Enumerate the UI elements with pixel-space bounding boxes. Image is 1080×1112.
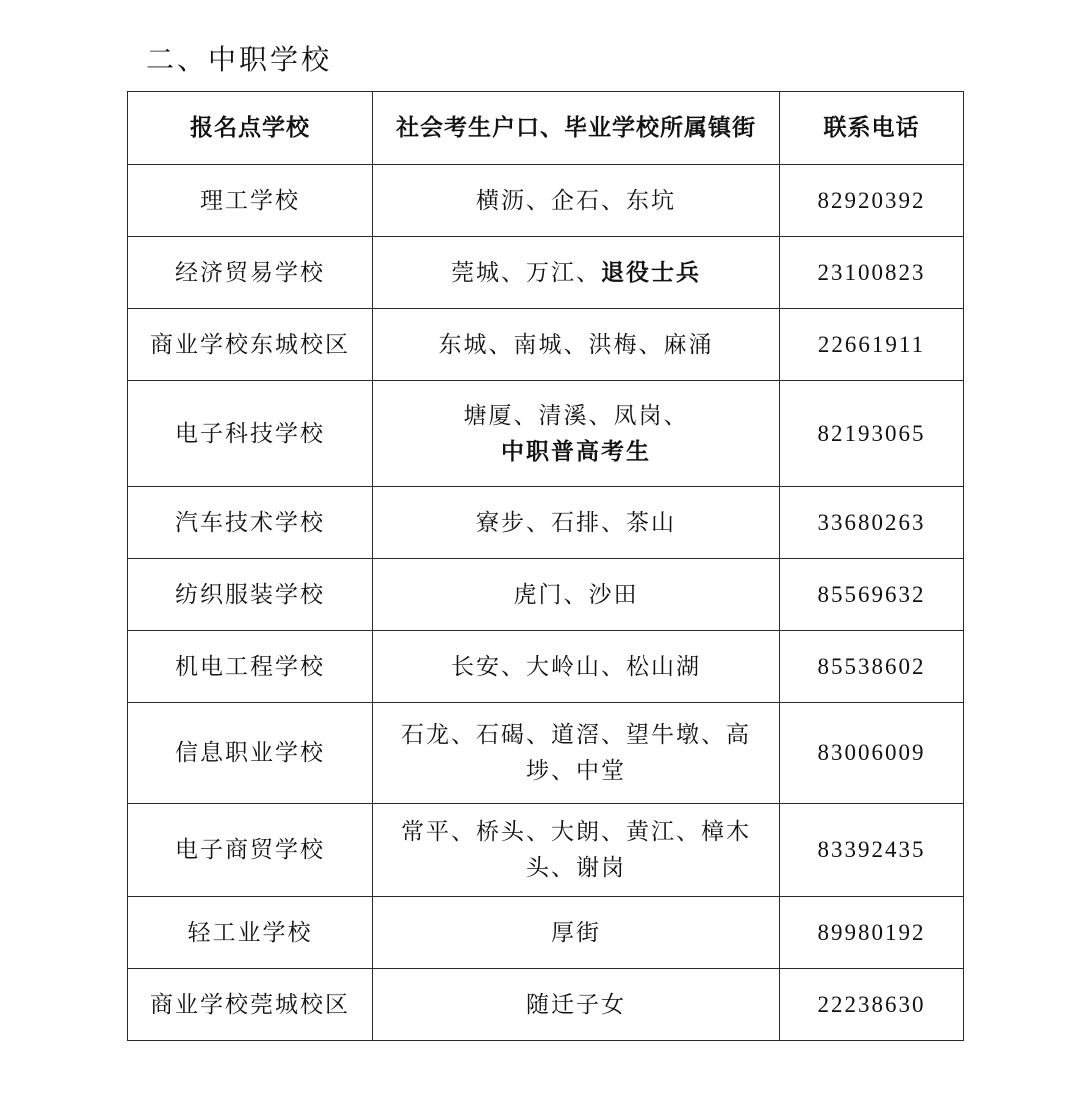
area-list [373, 237, 780, 309]
table-row [128, 165, 964, 237]
table-row [128, 381, 964, 487]
area-list: 寮步、石排、茶山 [373, 487, 780, 559]
table-row [128, 309, 964, 381]
school-name: 机电工程学校 [128, 631, 373, 703]
registration-schools-table [127, 91, 964, 1041]
area-list: 长安、大岭山、松山湖 [373, 631, 780, 703]
area-plain-text: 莞城、万江、 [451, 259, 601, 286]
table-row [128, 804, 964, 897]
school-name: 汽车技术学校 [128, 487, 373, 559]
area-line: 塘厦、清溪、凤岗、 [463, 402, 689, 429]
table-row [128, 631, 964, 703]
area-list: 虎门、沙田 [373, 559, 780, 631]
phone-number: 82193065 [780, 381, 964, 487]
header-area: 社会考生户口、毕业学校所属镇街 [373, 92, 780, 165]
phone-number: 22238630 [780, 969, 964, 1041]
area-line: 石龙、石碣、道滘、望牛墩、高 [401, 722, 751, 748]
area-highlight-text: 中职普高考生 [501, 438, 651, 465]
phone-number: 85569632 [780, 559, 964, 631]
phone-number: 85538602 [780, 631, 964, 703]
table-row [128, 559, 964, 631]
school-name: 纺织服装学校 [128, 559, 373, 631]
table-row [128, 969, 964, 1041]
phone-number: 33680263 [780, 487, 964, 559]
phone-number: 22661911 [780, 309, 964, 381]
school-name: 经济贸易学校 [128, 237, 373, 309]
school-name: 理工学校 [128, 165, 373, 237]
phone-number: 89980192 [780, 897, 964, 969]
school-name: 商业学校东城校区 [128, 309, 373, 381]
area-line: 埗、中堂 [526, 758, 626, 784]
phone-number: 83392435 [780, 804, 964, 897]
section-title: 二、中职学校 [146, 43, 333, 76]
table-header-row [128, 92, 964, 165]
phone-number: 82920392 [780, 165, 964, 237]
header-phone: 联系电话 [780, 92, 964, 165]
table-row [128, 237, 964, 309]
area-list: 东城、南城、洪梅、麻涌 [373, 309, 780, 381]
phone-number: 23100823 [780, 237, 964, 309]
school-name: 电子商贸学校 [128, 804, 373, 897]
area-list: 随迁子女 [373, 969, 780, 1041]
area-line: 常平、桥头、大朗、黄江、樟木 [401, 819, 751, 845]
school-name: 商业学校莞城校区 [128, 969, 373, 1041]
phone-number: 83006009 [780, 703, 964, 804]
table-row [128, 703, 964, 804]
school-name: 电子科技学校 [128, 381, 373, 487]
area-highlight-text: 退役士兵 [601, 259, 701, 286]
area-list [373, 703, 780, 804]
area-list: 横沥、企石、东坑 [373, 165, 780, 237]
area-list: 厚街 [373, 897, 780, 969]
table-row [128, 897, 964, 969]
school-name: 信息职业学校 [128, 703, 373, 804]
table-row [128, 487, 964, 559]
area-line: 头、谢岗 [526, 855, 626, 881]
area-list [373, 804, 780, 897]
area-list [373, 381, 780, 487]
school-name: 轻工业学校 [128, 897, 373, 969]
header-school: 报名点学校 [128, 92, 373, 165]
